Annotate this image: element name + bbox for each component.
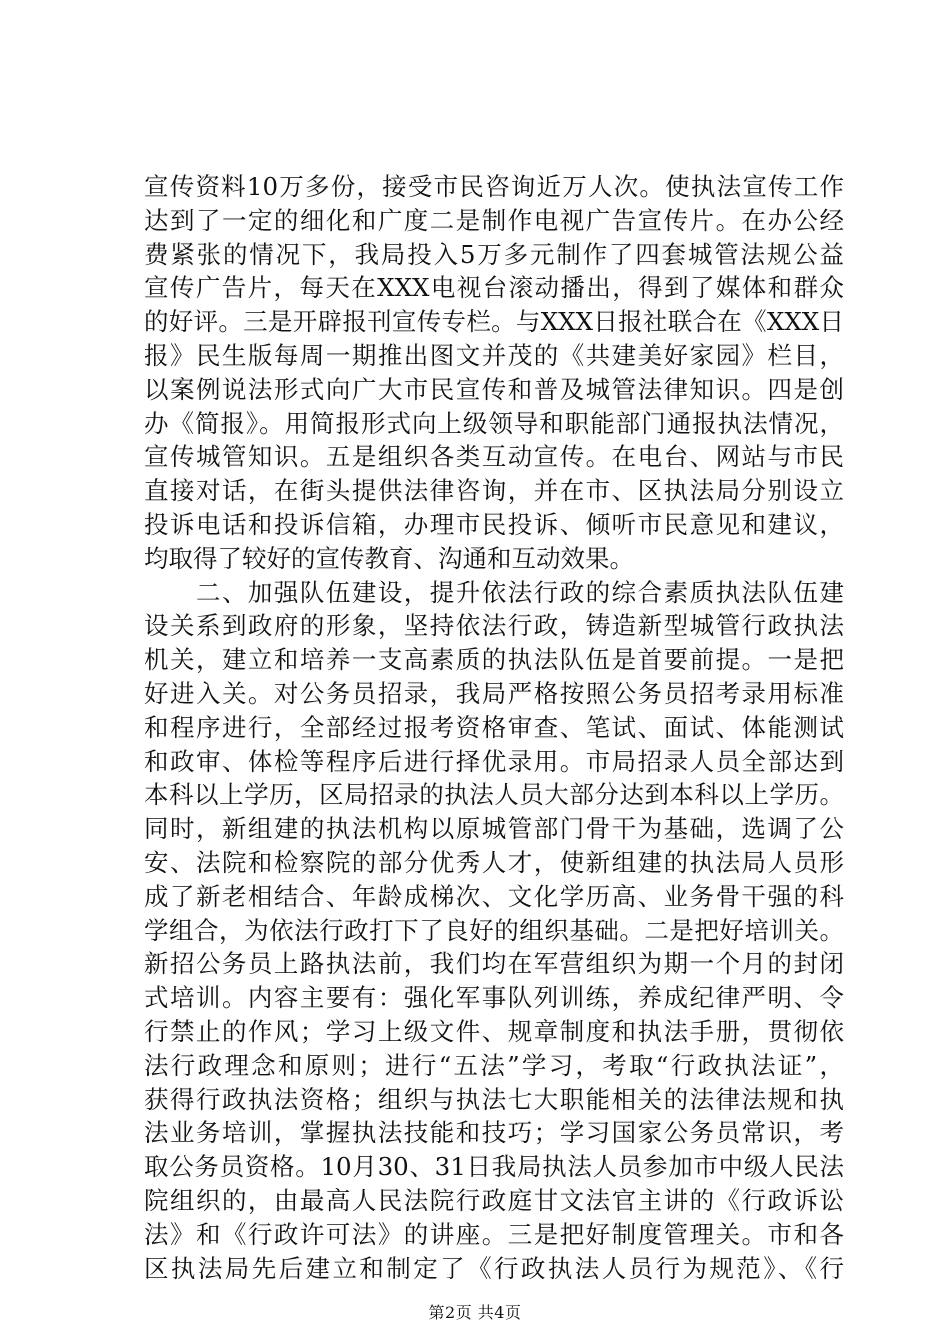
text-line: 投诉电话和投诉信箱，办理市民投诉、倾听市民意见和建议， bbox=[144, 509, 844, 539]
text-line: 取公务员资格。10月30、31日我局执法人员参加市中级人民法 bbox=[144, 1152, 844, 1182]
text-line: 院组织的，由最高人民法院行政庭甘文法官主讲的《行政诉讼 bbox=[144, 1185, 844, 1215]
text-line: 法》和《行政许可法》的讲座。三是把好制度管理关。市和各 bbox=[144, 1219, 844, 1249]
text-line: 区执法局先后建立和制定了《行政执法人员行为规范》、《行 bbox=[144, 1253, 844, 1283]
text-line: 的好评。三是开辟报刊宣传专栏。与XXX日报社联合在《XXX日 bbox=[144, 307, 844, 337]
text-line: 宣传城管知识。五是组织各类互动宣传。在电台、网站与市民 bbox=[144, 442, 844, 472]
text-line: 费紧张的情况下，我局投入5万多元制作了四套城管法规公益 bbox=[144, 239, 844, 269]
text-line: 二、加强队伍建设，提升依法行政的综合素质执法队伍建 bbox=[144, 577, 844, 607]
text-line: 法业务培训，掌握执法技能和技巧；学习国家公务员常识，考 bbox=[144, 1118, 844, 1148]
text-line: 办《简报》。用简报形式向上级领导和职能部门通报执法情况， bbox=[144, 408, 844, 438]
text-line: 和政审、体检等程序后进行择优录用。市局招录人员全部达到 bbox=[144, 746, 844, 776]
text-line: 宣传广告片，每天在XXX电视台滚动播出，得到了媒体和群众 bbox=[144, 273, 844, 303]
text-line: 学组合，为依法行政打下了良好的组织基础。二是把好培训关。 bbox=[144, 915, 844, 945]
body-text bbox=[144, 170, 844, 1285]
page-footer: 第2页 共4页 bbox=[428, 1303, 522, 1322]
text-line: 宣传资料10万多份，接受市民咨询近万人次。使执法宣传工作 bbox=[144, 172, 844, 201]
text-line: 安、法院和检察院的部分优秀人才，使新组建的执法局人员形 bbox=[144, 847, 844, 877]
text-line: 机关，建立和培养一支高素质的执法队伍是首要前提。一是把 bbox=[144, 645, 844, 675]
text-line: 报》民生版每周一期推出图文并茂的《共建美好家园》栏目， bbox=[144, 340, 844, 370]
text-line: 达到了一定的细化和广度二是制作电视广告宣传片。在办公经 bbox=[144, 205, 844, 235]
text-line: 同时，新组建的执法机构以原城管部门骨干为基础，选调了公 bbox=[144, 814, 844, 844]
text-line: 获得行政执法资格；组织与执法七大职能相关的法律法规和执 bbox=[144, 1084, 844, 1114]
text-line: 行禁止的作风；学习上级文件、规章制度和执法手册，贯彻依 bbox=[144, 1016, 844, 1046]
text-line: 式培训。内容主要有：强化军事队列训练，养成纪律严明、令 bbox=[144, 983, 844, 1013]
text-line: 以案例说法形式向广大市民宣传和普及城管法律知识。四是创 bbox=[144, 374, 844, 404]
text-line: 均取得了较好的宣传教育、沟通和互动效果。 bbox=[144, 543, 634, 573]
text-line: 成了新老相结合、年龄成梯次、文化学历高、业务骨干强的科 bbox=[144, 881, 844, 911]
text-line: 本科以上学历，区局招录的执法人员大部分达到本科以上学历。 bbox=[144, 780, 844, 810]
text-line: 好进入关。对公务员招录，我局严格按照公务员招考录用标准 bbox=[144, 678, 844, 708]
text-line: 直接对话，在街头提供法律咨询，并在市、区执法局分别设立 bbox=[144, 476, 844, 506]
text-line: 设关系到政府的形象，坚持依法行政，铸造新型城管行政执法 bbox=[144, 611, 844, 641]
text-line: 新招公务员上路执法前，我们均在军营组织为期一个月的封闭 bbox=[144, 949, 844, 979]
text-line: 法行政理念和原则；进行“五法”学习，考取“行政执法证”， bbox=[144, 1050, 844, 1080]
text-line: 和程序进行，全部经过报考资格审查、笔试、面试、体能测试 bbox=[144, 712, 844, 742]
